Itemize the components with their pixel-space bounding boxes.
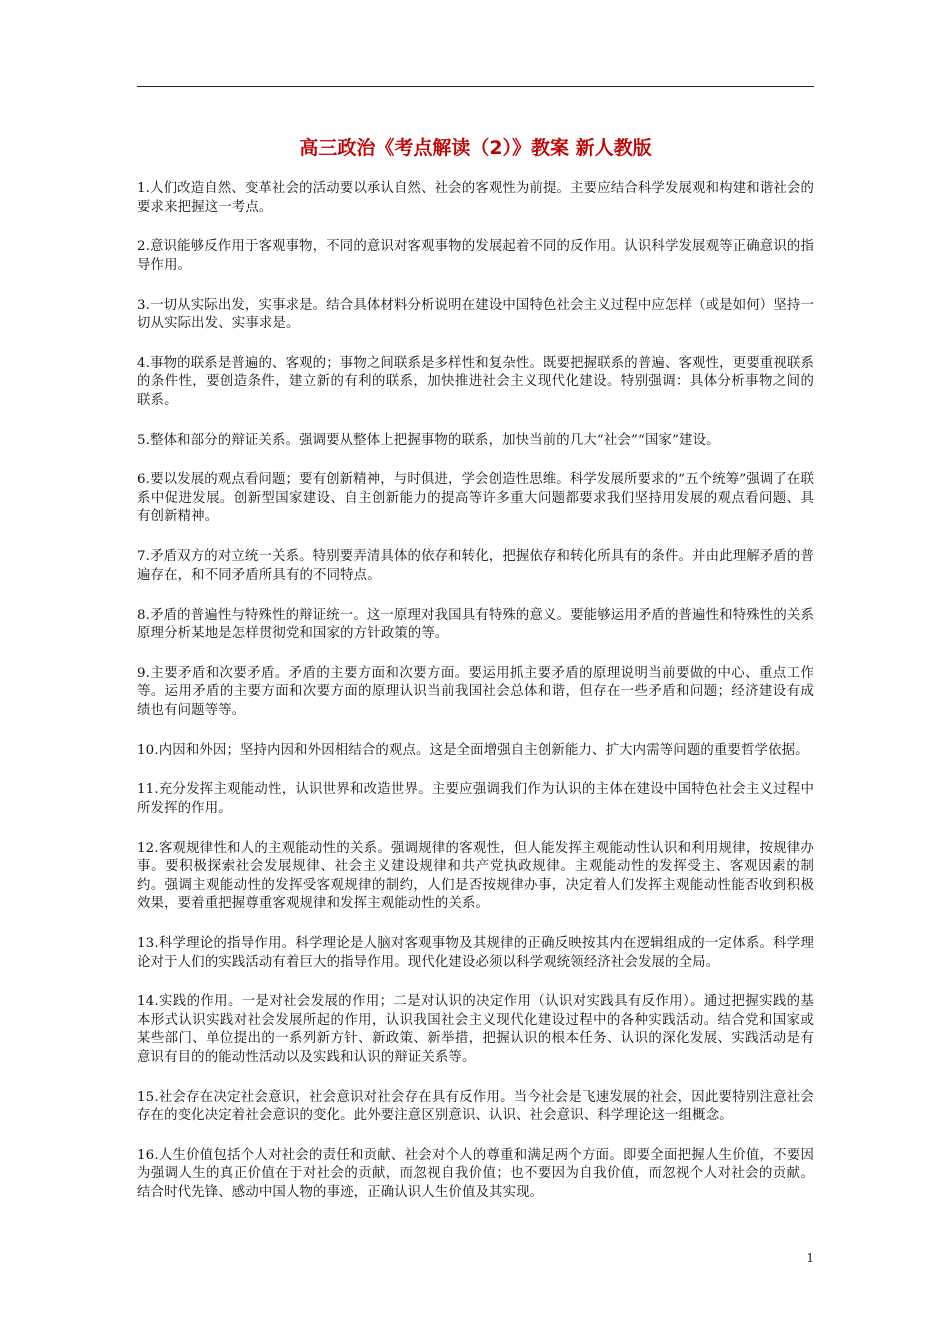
paragraph-12: 12.客观规律性和人的主观能动性的关系。强调规律的客观性，但人能发挥主观能动性认识和利用规律，按规律办事。要积极探索社会发展规律、社会主义建设规律和共产党执政规律。主观能动性的发挥受主、客观因素的制约。强调主观能动性的发挥受客观规律的制约，人们是否按规律办事，决定着人们发挥主观能动性能否收到积极效果，要着重把握尊重客观规律和发挥主观能动性的关系。 <box>137 840 814 912</box>
paragraph-6: 6.要以发展的观点看问题；要有创新精神，与时俱进，学会创造性思维。科学发展所要求的“五个统筹”强调了在联系中促进发展。创新型国家建设、自主创新能力的提高等许多重大问题都要求我们坚持用发展的观点看问题、具有创新精神。 <box>137 472 815 525</box>
paragraph-1: 1.人们改造自然、变革社会的活动要以承认自然、社会的客观性为前提。主要应结合科学发展观和构建和谐社会的要求来把握这一考点。 <box>137 181 814 215</box>
paragraph-8: 8.矛盾的普遍性与特殊性的辩证统一。这一原理对我国具有特殊的意义。要能够运用矛盾的普遍性和特殊性的关系原理分析某地是怎样贯彻党和国家的方针政策的等。 <box>137 607 814 642</box>
paragraph-13: 13.科学理论的指导作用。科学理论是人脑对客观事物及其规律的正确反映按其内在逻辑组成的一定体系。科学理论对于人们的实践活动有着巨大的指导作用。现代化建设必须以科学观统领经济社会发展的全局。 <box>137 936 814 970</box>
header-rule <box>137 86 814 87</box>
paragraph-7: 7.矛盾双方的对立统一关系。特别要弄清具体的依存和转化，把握依存和转化所具有的条件。并由此理解矛盾的普遍存在，和不同矛盾所具有的不同特点。 <box>137 549 814 583</box>
paragraph-4: 4.事物的联系是普遍的、客观的；事物之间联系是多样性和复杂性。既要把握联系的普遍、客观性，更要重视联系的条件性，要创造条件，建立新的有利的联系，加快推进社会主义现代化建设。特别强调：具体分析事物之间的联系。 <box>137 355 814 408</box>
paragraph-11: 11.充分发挥主观能动性，认识世界和改造世界。主要应强调我们作为认识的主体在建设中国特色社会主义过程中所发挥的作用。 <box>137 782 814 816</box>
paragraph-9: 9.主要矛盾和次要矛盾。矛盾的主要方面和次要方面。要运用抓主要矛盾的原理说明当前要做的中心、重点工作等。运用矛盾的主要方面和次要方面的原理认识当前我国社会总体和谐，但存在一些矛盾和问题；经济建设有成绩也有问题等等。 <box>137 665 814 718</box>
page-number: 1 <box>806 1251 814 1265</box>
paragraph-5: 5.整体和部分的辩证关系。强调要从整体上把握事物的联系，加快当前的几大“社会”“国家”建设。 <box>137 432 720 448</box>
paragraph-3: 3.一切从实际出发，实事求是。结合具体材料分析说明在建设中国特色社会主义过程中应怎样（或是如何）坚持一切从实际出发、实事求是。 <box>137 297 814 332</box>
document-title: 高三政治《考点解读（2）》教案 新人教版 <box>299 137 652 159</box>
paragraph-16: 16.人生价值包括个人对社会的责任和贡献、社会对个人的尊重和满足两个方面。即要全面把握人生价值，不要因为强调人生的真正价值在于对社会的贡献，而忽视自我价值；也不要因为自我价值，而忽视个人对社会的贡献。结合时代先锋、感动中国人物的事迹，正确认识人生价值及其实现。 <box>137 1147 814 1200</box>
paragraph-10: 10.内因和外因；坚持内因和外因相结合的观点。这是全面增强自主创新能力、扩大内需等问题的重要哲学依据。 <box>137 742 809 758</box>
document-body <box>137 180 814 1224</box>
paragraph-15: 15.社会存在决定社会意识，社会意识对社会存在具有反作用。当今社会是飞速发展的社会，因此要特别注意社会存在的变化决定着社会意识的变化。此外要注意区别意识、认识、社会意识、科学理论这一组概念。 <box>137 1089 814 1124</box>
paragraph-2: 2.意识能够反作用于客观事物，不同的意识对客观事物的发展起着不同的反作用。认识科学发展观等正确意识的指导作用。 <box>137 239 814 273</box>
paragraph-14: 14.实践的作用。一是对社会发展的作用；二是对认识的决定作用（认识对实践具有反作用）。通过把握实践的基本形式认识实践对社会发展所起的作用，认识我国社会主义现代化建设过程中的各种实践活动。结合党和国家或某些部门、单位提出的一系列新方针、新政策、新举措，把握认识的根本任务、认识的深化发展、实践活动是有意识有目的的能动性活动以及实践和认识的辩证关系等。 <box>137 994 814 1065</box>
